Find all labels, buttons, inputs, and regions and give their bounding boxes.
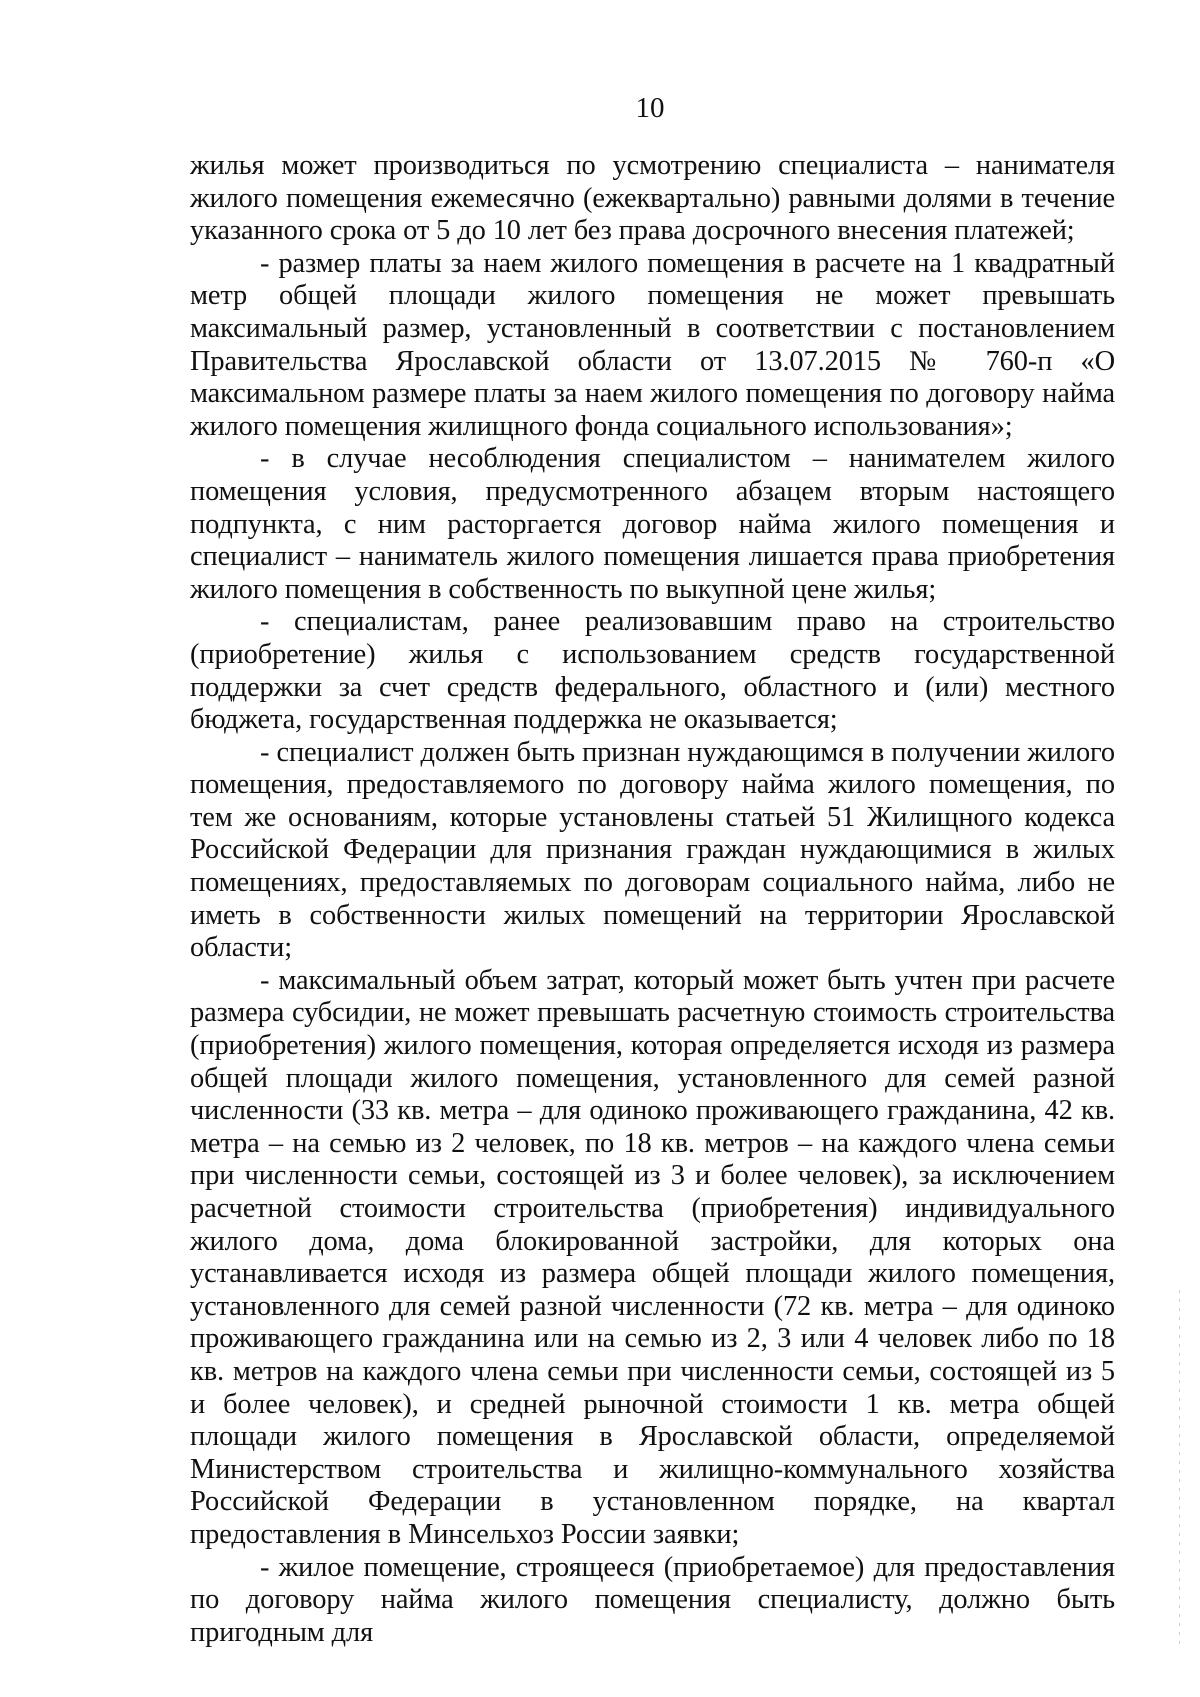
page-number: 10 [635,92,665,124]
paragraph: - специалистам, ранее реализовавшим право на строительство (приобретение) жилья с использованием средств государственной поддержки за счет средств федерального, областного и (или) местного бюджета, государственная поддержка не оказывается; [190,606,1115,736]
paragraph: - размер платы за наем жилого помещения в расчете на 1 квадратный метр общей площади жилого помещения не может превышать максимальный размер, установленный в соответствии с постановлением Правительства Ярославской области от 13.07.2015 № 760-п «О максимальном размере платы за наем жилого помещения по договору найма жилого помещения жилищного фонда социального использования»; [190,247,1115,442]
paragraph: - специалист должен быть признан нуждающимся в получении жилого помещения, предоставляемого по договору найма жилого помещения, по тем же основаниям, которые установлены статьей 51 Жилищного кодекса Российской Федерации для признания граждан нуждающимися в жилых помещениях, предоставляемых по договорам социального найма, либо не иметь в собственности жилых помещений на территории Ярославской области; [190,736,1115,964]
paragraph: жилья может производиться по усмотрению специалиста – нанимателя жилого помещения ежемесячно (ежеквартально) равными долями в течение указанного срока от 5 до 10 лет без права досрочного внесения платежей; [190,150,1115,247]
paragraph: - максимальный объем затрат, который может быть учтен при расчете размера субсидии, не может превышать расчетную стоимость строительства (приобретения) жилого помещения, которая определяется исходя из размера общей площади жилого помещения, установленного для семей разной численности (33 кв. метра – для одиноко проживающего гражданина, 42 кв. метра – на семью из 2 человек, по 18 кв. метров – на каждого члена семьи при численности семьи, состоящей из 3 и более человек), за исключением расчетной стоимости строительства (приобретения) индивидуального жилого дома, дома блокированной застройки, для которых она устанавливается исходя из размера общей площади жилого помещения, установленного для семей разной численности (72 кв. метра – для одиноко проживающего гражданина или на семью из 2, 3 или 4 человек либо по 18 кв. метров на каждого члена семьи при численности семьи, состоящей из 5 и более человек), и средней рыночной стоимости 1 кв. метра общей площади жилого помещения в Ярославской области, определяемой Министерством строительства и жилищно-коммунального хозяйства Российской Федерации в установленном порядке, на квартал предоставления в Минсельхоз России заявки; [190,964,1115,1550]
body-text [190,150,1115,1649]
paragraph: - в случае несоблюдения специалистом – нанимателем жилого помещения условия, предусмотренного абзацем вторым настоящего подпункта, с ним расторгается договор найма жилого помещения и специалист – наниматель жилого помещения лишается права приобретения жилого помещения в собственность по выкупной цене жилья; [190,443,1115,605]
paragraph: - жилое помещение, строящееся (приобретаемое) для предоставления по договору найма жилого помещения специалисту, должно быть пригодным для [190,1551,1115,1648]
scan-edge-mark [1179,1290,1180,1650]
